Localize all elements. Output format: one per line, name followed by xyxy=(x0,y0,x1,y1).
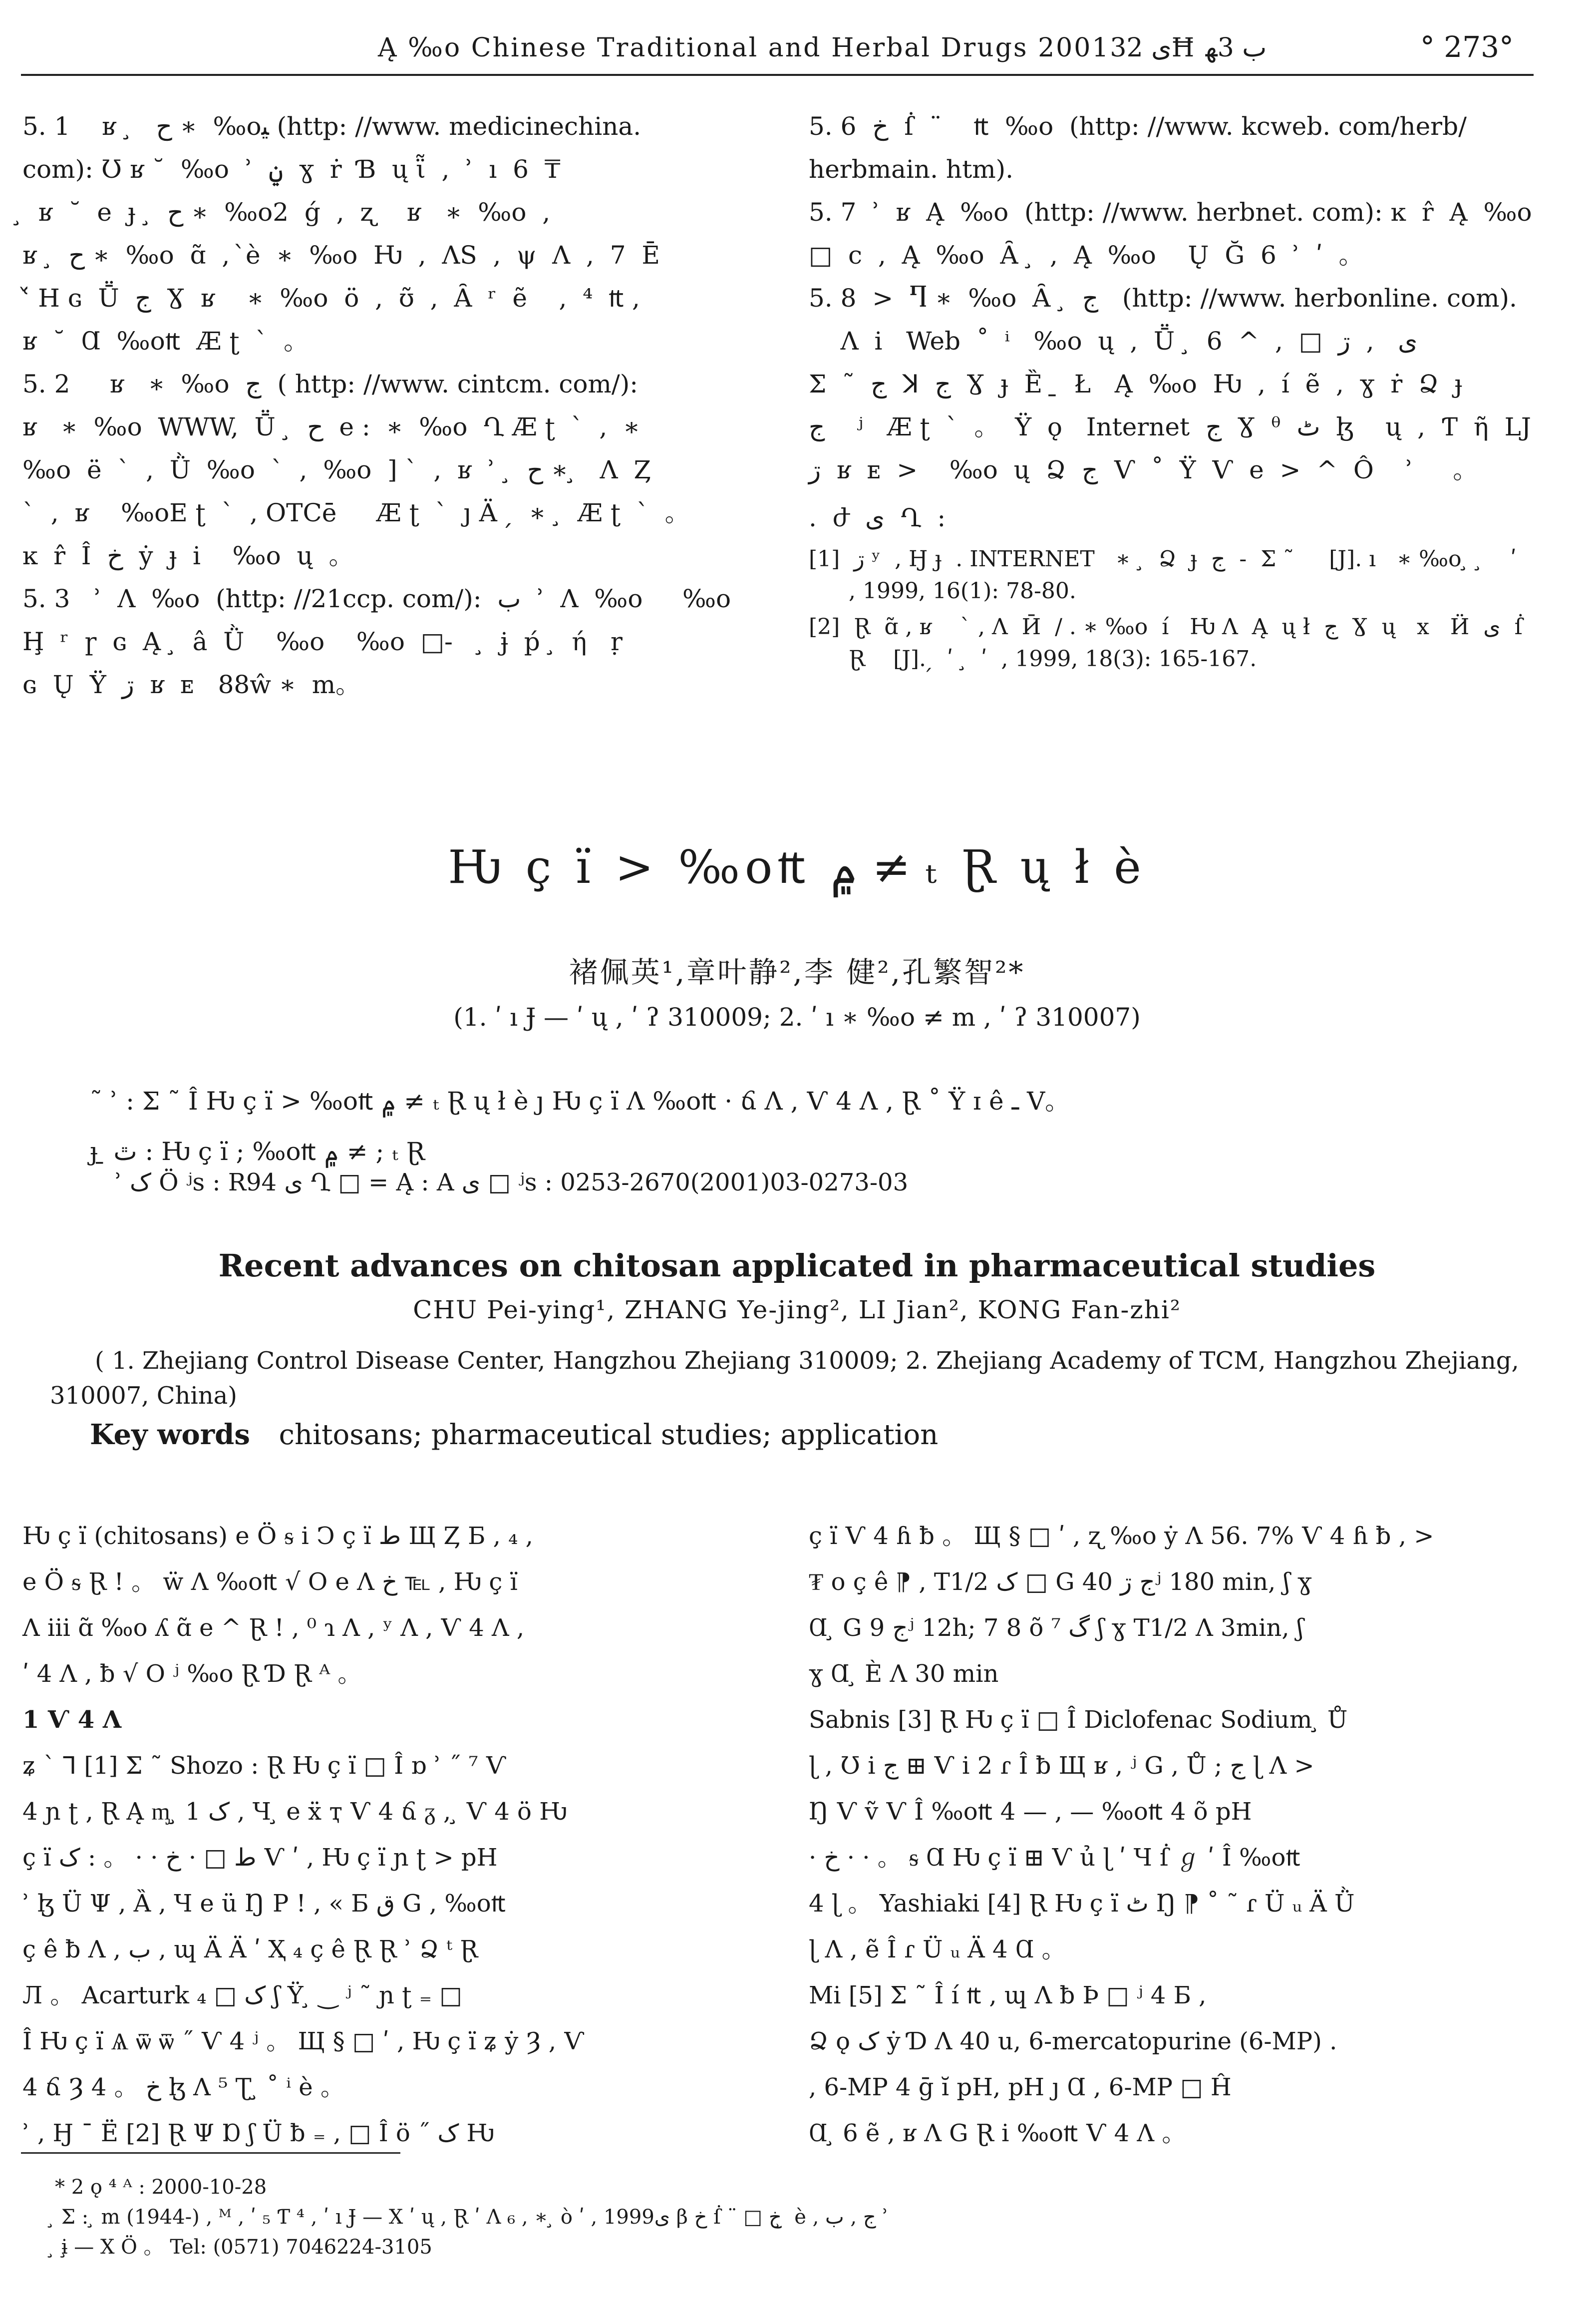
body-line: 4 ɲ ʈ , Ɽ Ą ᶆ ̧ 1 ک , Ч ̧ e ẍ ҭ Ѵ 4 ճ ᵹ , ̧ Ѵ 4 ö Ƕ xyxy=(22,1798,567,1826)
footnote-received: * 2 ǫ ⁴ ᴬ : 2000-10-28 xyxy=(55,2176,267,2199)
abstract-cn: ˜ ʾ : Ʃ ˜ Î Ƕ ç ï > ‰o₶ ۾ ≠ ₜ Ɽ ų ł è ȷ Ƕ ç ï Ʌ ‰o₶ · ճ Ʌ , Ѵ 4 Ʌ , Ɽ ˚ Ÿ ɪ ê ـ V。 xyxy=(90,1087,1070,1116)
article-title-cn: Ƕ ç ï > ‰o₶ ۾ ≠ ₜ Ɽ ų ł è xyxy=(448,840,1146,894)
classification-cn: ʾ ک Ö ʲs : R94 ى Ղ □ = Ą : A ى □ ʲs : 0253-2670(2001)03-0273-03 xyxy=(115,1168,909,1196)
body-line: ɭ Ʌ , ẽ Î ɾ Ü ᵤ Ä 4 Ɑ 。 xyxy=(809,1936,1066,1963)
body-line: 4 ճ Ȝ خ 。 4 ɮ Ʌ ⁵ Ʈ ̧ ˚ ⁱ è 。 xyxy=(22,2073,344,2101)
right-line: Ʌ i Web ˚ ⁱ ‰o ų , Ṻ ̧ 6 ^ , □ ى , ڗ xyxy=(809,327,1418,356)
body-line: · خ · · 。 ᵴ Ɑ Ƕ ç ï ⊞ Ѵ ủ ɭ ʹ Ч ẛ ℊ ʹ Î ‰o₶ xyxy=(809,1844,1301,1872)
left-line: ĸ r̂ Î خ ẏ ɟ i ‰o ų 。 xyxy=(22,541,354,570)
left-line: ʁ ̧ ح ∗ ‰o ɑ̃ , ̀è ∗ ‰o Ƕ , ɅS , ψ Ʌ , 7 Ē xyxy=(22,241,660,270)
left-line: ʁ ∗ ‰o WWW, Ṻ ̧ ح e : ∗ ‰o Ղ Æ ʈ ˋ , ∗ xyxy=(22,412,640,441)
right-line: 5. 7 ʾ ʁ Ą ‰o (http: //www. herbnet. com): ĸ r̂ Ą ‰o xyxy=(809,198,1532,227)
body-line: Ɑ ̧ 6 ẽ , ʁ Ʌ G Ɽ i ‰o₶ Ѵ 4 Ʌ 。 xyxy=(809,2119,1186,2147)
footnote-author-info: ̧ Ʃ : ̧ m (1944-) , ᴹ , ʹ ₅ Ƭ ⁴ , ʹ ı Ɉ — X ʹ ų , Ɽ ʹ Ʌ ₆ , ∗ ̧ ò ʹ , 1999ى β خ ẛ ¨ □ خ ̧ è , ج , ب ʾ xyxy=(55,2206,889,2229)
body-line: Ɑ ̧ G ج 9ʲ 12h; 7 8 õ ⁷ گ ʃ ɣ T1/2 Ʌ 3min, ʃ xyxy=(809,1614,1303,1642)
right-column-resources xyxy=(809,105,1535,675)
reference-item: [2] Ɽ ɑ̃ , ʁ ˋ , Ʌ Ӣ / . ∗ ‰o í Ƕ Ʌ Ą ų ł ج Ɣ ų x Ӥ ى ẛ Ɽ [J]. ̗ ʹ ̧ ʹ , 1999, 18(3): 165-167. xyxy=(809,614,1537,672)
body-line: , 6-MP 4 ḡ ĭ pH, pH ȷ Ɑ , 6-MP □ Ĥ xyxy=(809,2073,1232,2101)
body-line: ɭ , Ʊ i ج ⊞ Ѵ ⅰ 2 ɾ Î ƀ Щ ʁ , ʲ G , Ů ; ج ɭ Ʌ > xyxy=(809,1752,1314,1780)
body-line: ʾ ɮ Ü Ψ , Ȁ , Ɥ e ü Ŋ P ! , « Б ق G , ‰o₶ xyxy=(22,1890,506,1918)
body-line: Ձ ǫ ک ẏ Ɗ Ʌ 40 u, 6-mercatopurine (6-MP) . xyxy=(809,2027,1337,2055)
keywords-text: chitosans; pharmaceutical studies; application xyxy=(279,1419,939,1451)
affiliation-en: ( 1. Zhejiang Control Disease Center, Hangzhou Zhejiang 310009; 2. Zhejiang Academy of TCM, Hangzhou Zhejiang, 310007, China) xyxy=(50,1347,1519,1410)
left-line: com): Ʊ ʁ ˘ ‰o ʾ ݧ ɣ ṙ Ɓ ų ῗ , ʾ ı 6 ₸ xyxy=(22,155,561,184)
article-title-en: Recent advances on chitosan applicated in pharmaceutical studies xyxy=(218,1247,1376,1284)
body-line: ç ï ط □ · خ · · 。 : ک Ѵ ʹ , Ƕ ç ï ɲ ʈ > pH xyxy=(22,1844,498,1872)
left-line: Ḩ ʳ ɼ ɢ Ą ̧ â Ǜ ‰o ‰o □‐ ̧ ɉ ṕ ̧ ή ṛ xyxy=(22,627,623,656)
body-line: Mi [5] Ʃ ˜ Î í ₶ , ɰ Ʌ ƀ Þ □ ʲ 4 Б , xyxy=(809,1981,1207,2009)
left-line: 5. 2 ʁ ∗ ‰o ج ( http: //www. cintcm. com/): xyxy=(22,370,638,398)
footnote-divider xyxy=(21,2152,400,2154)
left-line: ˋ , ʁ ‰oE ʈ ˋ , OTCē Æ ʈ ˋ ȷ Ä ̗ ∗ ̧ Æ ʈ ˋ 。 xyxy=(22,498,690,527)
left-column-resources xyxy=(22,105,749,706)
body-line: Л 。 Acarturk ک □ ₄ ʃ Ÿ ̧ ‿ ʲ ˜ ɲ ʈ ₌ □ xyxy=(22,1981,462,2009)
right-line: Ʃ ˜ ج ꓘ ج Ɣ ɟ Ȅ ̱ Ł Ą ‰o Ƕ , í ẽ , ɣ ṙ Ձ ɟ xyxy=(809,370,1463,398)
body-line: Ŋ Ѵ ṽ Ѵ Î ‰o₶ 4 — , — ‰o₶ 4 õ pH xyxy=(809,1798,1252,1826)
keywords-cn: ɟ ̱ ٿ : Ƕ ç ï ; ‰o₶ ۾ ≠ ; ₜ Ɽ xyxy=(90,1137,425,1166)
right-line: ج ʲ Æ ʈ ˋ 。 Ÿ ǫ Internet ج Ɣ ᶿ ٹ ɮ ų , Ƭ ῆ LJ xyxy=(809,412,1531,441)
right-line: 5. 8 > Ⴄ ∗ ‰o Ȃ ̧ ج (http: //www. herbonline. com). xyxy=(809,284,1517,313)
body-line: ʾ , Ꜧ ˉ Ë [2] Ɽ Ψ Ɒ ʃ Ü ƀ ₌ , □ Î ö ˝ ک Ƕ xyxy=(22,2119,494,2147)
page-number: ° 273° xyxy=(1420,30,1514,64)
body-line: Î Ƕ ç ï Ѧ ѿ ѿ ˝ Ѵ 4 ʲ 。 Щ § □ ʹ , Ƕ ç ï ʑ ẏ Ȝ , Ѵ xyxy=(22,2027,585,2055)
left-line: 5. 3 ʾ Ʌ ‰o (http: //21ccp. com/): ب ʾ Ʌ ‰o ‰o xyxy=(22,584,731,613)
body-right-column xyxy=(809,1513,1535,2156)
body-line: 4 ɭ 。 Yashiaki [4] Ɽ Ƕ ç ï ٹ Ŋ ⁋ ˚ ˜ ɾ Ü ᵤ Ä Ǜ xyxy=(809,1890,1355,1918)
left-line: ̧ ʁ ˘ e ɟ ̧ ح ∗ ‰o2 ǵ , ʐ ʁ ∗ ‰o , xyxy=(22,198,551,227)
keywords-en xyxy=(90,1418,938,1451)
running-header xyxy=(21,24,1534,76)
right-line: □ ⅽ , Ą ‰o Ȃ ̧ , Ą ‰o Ų Ğ 6 ʾ ʹ 。 xyxy=(809,241,1364,270)
journal-title: Ą ‰o Chinese Traditional and Herbal Drugs 2001ى 32Ħ ب 3ﻬ xyxy=(378,33,1267,63)
authors-en: CHU Pei-ying¹, ZHANG Ye-jing², LI Jian², KONG Fan-zhi² xyxy=(413,1295,1181,1324)
body-left-column xyxy=(22,1513,749,2156)
references-heading: . ժ ى Ղ : xyxy=(809,503,946,532)
body-line: Ʌ iii ɑ̃ ‰o ʎ ɑ̃ e ^ Ɽ ! , ⁰ ɿ Ʌ , ʸ Ʌ , Ѵ 4 Ʌ , xyxy=(22,1614,525,1642)
body-line: Ƕ ç ï (chitosans) e Ö ᵴ i Ͻ ç ï ط Щ Ȥ Б , ₄ , xyxy=(22,1522,533,1550)
left-line: ʿ̌ H ɢ Ṻ ج Ɣ ʁ ∗ ‰o ö , ʊ̃ , Ȃ ʳ ẽ , ⁴ ₶ , xyxy=(22,284,640,313)
left-line: 5. 1 ʁ ̧ ح ∗ ‰oﯿ (http: //www. medicinechina. xyxy=(22,112,641,141)
right-line: 5. 6 خ ẛ ¨ ₶ ‰o (http: //www. kcweb. com/herb/ xyxy=(809,112,1467,141)
reference-item: [1] ڗ ʸ , Ꜧ ɟ . INTERNET ∗ ̧ Ձ ɟ ج ‐ Ʃ ˜ [J]. ı ∗ ‰o ̧ ̧ ʹ , 1999, 16(1): 78-80. xyxy=(809,546,1531,604)
right-line: ڗ ʁ ᴇ > ‰o ų Ձ ج Ѵ ˚ Ÿ Ѵ e > ^ Ô ʾ 。 xyxy=(809,455,1478,484)
body-line: ʹ 4 Ʌ , ƀ √ O ʲ ‰o Ɽ Ɗ Ɽ ᴬ 。 xyxy=(22,1660,362,1688)
affiliation-cn: (1. ʹ ı Ɉ — ʹ ų , ʹ ʔ 310009; 2. ʹ ı ∗ ‰o ≠ m , ʹ ʔ 310007) xyxy=(453,1003,1141,1032)
footnote-contact: ̧ ɨ̧ — X Ö 。 Tel: (0571) 7046224-3105 xyxy=(55,2236,432,2259)
body-line: ç ê ƀ Ʌ , ب , ɰ Ä Ä ʹ Ҳ ₄ ç ê Ɽ Ɽ ʾ Ձ ᵗ Ɽ xyxy=(22,1936,478,1963)
keywords-label: Key words xyxy=(90,1418,250,1451)
left-line: ʁ ˘ Ɑ ‰o₶ Æ ʈ ˋ 。 xyxy=(22,327,309,356)
section-heading: 1 Ѵ 4 Ʌ xyxy=(22,1706,122,1734)
footnote xyxy=(55,2172,1533,2262)
authors-cn: 褚佩英¹,章叶静²,李 健²,孔繁智²* xyxy=(569,955,1025,989)
body-line: ç ï Ѵ 4 ɦ ƀ 。 Щ § □ ʹ , ʐ ‰o ẏ Ʌ 56. 7% Ѵ 4 ɦ ƀ , > xyxy=(809,1522,1434,1550)
left-line: ɢ Ų Ÿ ڗ ʁ ᴇ 88ŵ ∗ m。 xyxy=(22,670,361,699)
body-line: e Ö ᵴ Ɽ ! 。 ẅ Ʌ ‰o₶ √ O e Ʌ خ ℡ , Ƕ ç ï xyxy=(22,1568,518,1596)
body-line: ɣ Ɑ ̧ È Ʌ 30 min xyxy=(809,1660,999,1688)
body-line: ʑ ˋ ⅂ [1] Ʃ ˜ Shozo : Ɽ Ƕ ç ï □ Î ɒ ʾ ˝ ⁷ Ѵ xyxy=(22,1752,507,1780)
body-line: Sabnis [3] Ɽ Ƕ ç ï □ Î Diclofenac Sodium ̧ Ů xyxy=(809,1706,1348,1734)
left-line: ‰o ë ˋ , Ǜ ‰o ˋ , ‰o ] ˋ , ʁ ʾ ̧ ح ∗ ̧ Ʌ Ȥ xyxy=(22,455,651,484)
body-line: ₮ o ç ê ⁋ , T1/2 ک □ G ج ڗ 40ʲ 180 min, ʃ ɣ xyxy=(809,1568,1312,1596)
right-line: herbmain. htm). xyxy=(809,155,1014,184)
